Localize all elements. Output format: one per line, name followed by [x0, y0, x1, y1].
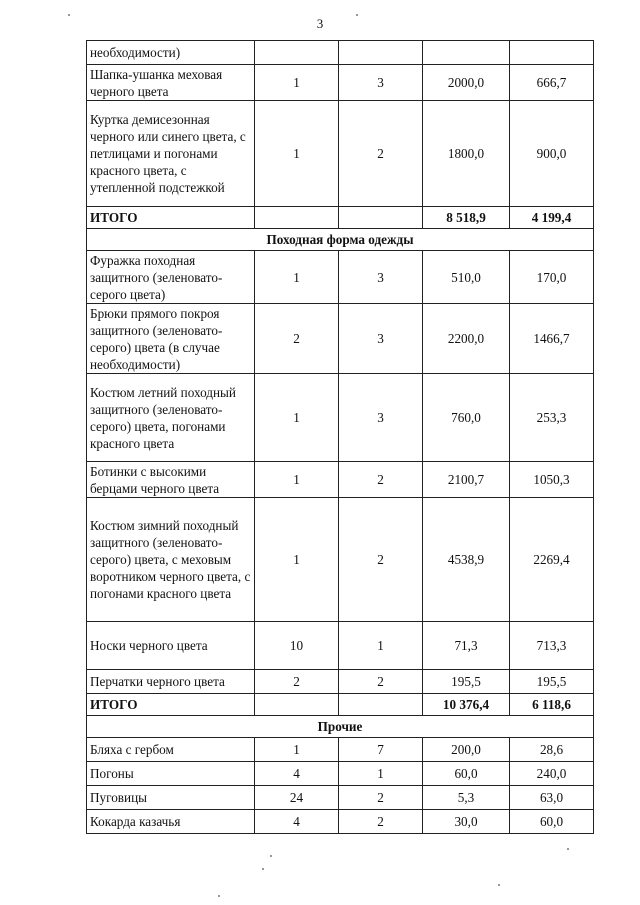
table-row — [87, 374, 594, 462]
item-annual-cost: 253,3 — [510, 374, 594, 462]
item-annual-cost: 666,7 — [510, 65, 594, 101]
item-wear-period: 3 — [339, 374, 423, 462]
item-quantity: 2 — [255, 304, 339, 374]
item-name: Перчатки черного цвета — [87, 670, 255, 694]
item-quantity: 4 — [255, 810, 339, 834]
scan-speck — [218, 895, 220, 897]
item-wear-period: 2 — [339, 462, 423, 498]
scan-speck — [498, 884, 500, 886]
item-price: 195,5 — [423, 670, 510, 694]
item-price: 200,0 — [423, 738, 510, 762]
table-row — [87, 622, 594, 670]
item-annual-cost: 195,5 — [510, 670, 594, 694]
item-quantity: 24 — [255, 786, 339, 810]
section-title: Прочие — [87, 716, 594, 738]
item-quantity: 1 — [255, 251, 339, 304]
item-quantity: 1 — [255, 738, 339, 762]
item-wear-period: 3 — [339, 251, 423, 304]
table-row — [87, 251, 594, 304]
item-wear-period: 1 — [339, 622, 423, 670]
item-price: 60,0 — [423, 762, 510, 786]
total-annual-cost: 4 199,4 — [510, 207, 594, 229]
total-annual-cost: 6 118,6 — [510, 694, 594, 716]
total-price: 10 376,4 — [423, 694, 510, 716]
total-label: ИТОГО — [87, 694, 255, 716]
scan-speck — [567, 848, 569, 850]
table-row — [87, 65, 594, 101]
item-wear-period: 2 — [339, 786, 423, 810]
empty-cell — [339, 694, 423, 716]
item-name: Фуражка походная защитного (зеленовато-серого цвета) — [87, 251, 255, 304]
item-wear-period — [339, 41, 423, 65]
page-number: 3 — [316, 16, 324, 31]
item-wear-period: 2 — [339, 810, 423, 834]
item-price: 71,3 — [423, 622, 510, 670]
section-title: Походная форма одежды — [87, 229, 594, 251]
item-name: Кокарда казачья — [87, 810, 255, 834]
empty-cell — [339, 207, 423, 229]
item-name: Брюки прямого покроя защитного (зеленовато-серого) цвета (в случае необходимости) — [87, 304, 255, 374]
item-name: Бляха с гербом — [87, 738, 255, 762]
scan-speck — [68, 14, 70, 16]
item-annual-cost: 28,6 — [510, 738, 594, 762]
item-wear-period: 3 — [339, 304, 423, 374]
item-annual-cost: 60,0 — [510, 810, 594, 834]
item-name: Куртка демисезонная черного или синего цвета, с петлицами и погонами красного цвета, с утепленной подстежкой — [87, 101, 255, 207]
item-name: Пуговицы — [87, 786, 255, 810]
item-wear-period: 2 — [339, 670, 423, 694]
item-annual-cost — [510, 41, 594, 65]
table-row — [87, 101, 594, 207]
total-row — [87, 207, 594, 229]
item-annual-cost: 170,0 — [510, 251, 594, 304]
item-quantity: 1 — [255, 65, 339, 101]
item-annual-cost: 900,0 — [510, 101, 594, 207]
item-annual-cost: 63,0 — [510, 786, 594, 810]
item-annual-cost: 1050,3 — [510, 462, 594, 498]
scan-speck — [262, 868, 264, 870]
item-name: необходимости) — [87, 41, 255, 65]
table-row — [87, 670, 594, 694]
item-price: 30,0 — [423, 810, 510, 834]
table-body — [87, 41, 594, 834]
item-price: 1800,0 — [423, 101, 510, 207]
item-name: Ботинки с высокими берцами черного цвета — [87, 462, 255, 498]
item-quantity: 1 — [255, 462, 339, 498]
section-header-row — [87, 229, 594, 251]
clothing-norms-table — [86, 40, 594, 834]
item-quantity: 1 — [255, 374, 339, 462]
item-quantity: 10 — [255, 622, 339, 670]
item-price: 2100,7 — [423, 462, 510, 498]
item-price: 5,3 — [423, 786, 510, 810]
item-quantity: 4 — [255, 762, 339, 786]
empty-cell — [255, 207, 339, 229]
table-row — [87, 738, 594, 762]
item-price: 510,0 — [423, 251, 510, 304]
empty-cell — [255, 694, 339, 716]
item-name: Шапка-ушанка меховая черного цвета — [87, 65, 255, 101]
total-price: 8 518,9 — [423, 207, 510, 229]
item-name: Погоны — [87, 762, 255, 786]
item-price — [423, 41, 510, 65]
item-quantity: 2 — [255, 670, 339, 694]
table-row — [87, 762, 594, 786]
total-label: ИТОГО — [87, 207, 255, 229]
item-price: 2200,0 — [423, 304, 510, 374]
item-quantity: 1 — [255, 101, 339, 207]
table-row — [87, 498, 594, 622]
item-price: 2000,0 — [423, 65, 510, 101]
table-row — [87, 786, 594, 810]
item-quantity: 1 — [255, 498, 339, 622]
item-name: Носки черного цвета — [87, 622, 255, 670]
scan-speck — [270, 855, 272, 857]
item-wear-period: 7 — [339, 738, 423, 762]
item-wear-period: 1 — [339, 762, 423, 786]
item-quantity — [255, 41, 339, 65]
item-wear-period: 3 — [339, 65, 423, 101]
item-name: Костюм летний походный защитного (зеленовато-серого) цвета, погонами красного цвета — [87, 374, 255, 462]
item-wear-period: 2 — [339, 498, 423, 622]
item-wear-period: 2 — [339, 101, 423, 207]
table-row — [87, 462, 594, 498]
item-price: 760,0 — [423, 374, 510, 462]
table-row — [87, 810, 594, 834]
section-header-row — [87, 716, 594, 738]
item-annual-cost: 240,0 — [510, 762, 594, 786]
item-annual-cost: 2269,4 — [510, 498, 594, 622]
table-row — [87, 41, 594, 65]
table-row — [87, 304, 594, 374]
item-annual-cost: 713,3 — [510, 622, 594, 670]
total-row — [87, 694, 594, 716]
item-name: Костюм зимний походный защитного (зеленовато-серого) цвета, с меховым воротником черного цвета, с погонами красного цвета — [87, 498, 255, 622]
scan-speck — [356, 14, 358, 16]
item-annual-cost: 1466,7 — [510, 304, 594, 374]
item-price: 4538,9 — [423, 498, 510, 622]
